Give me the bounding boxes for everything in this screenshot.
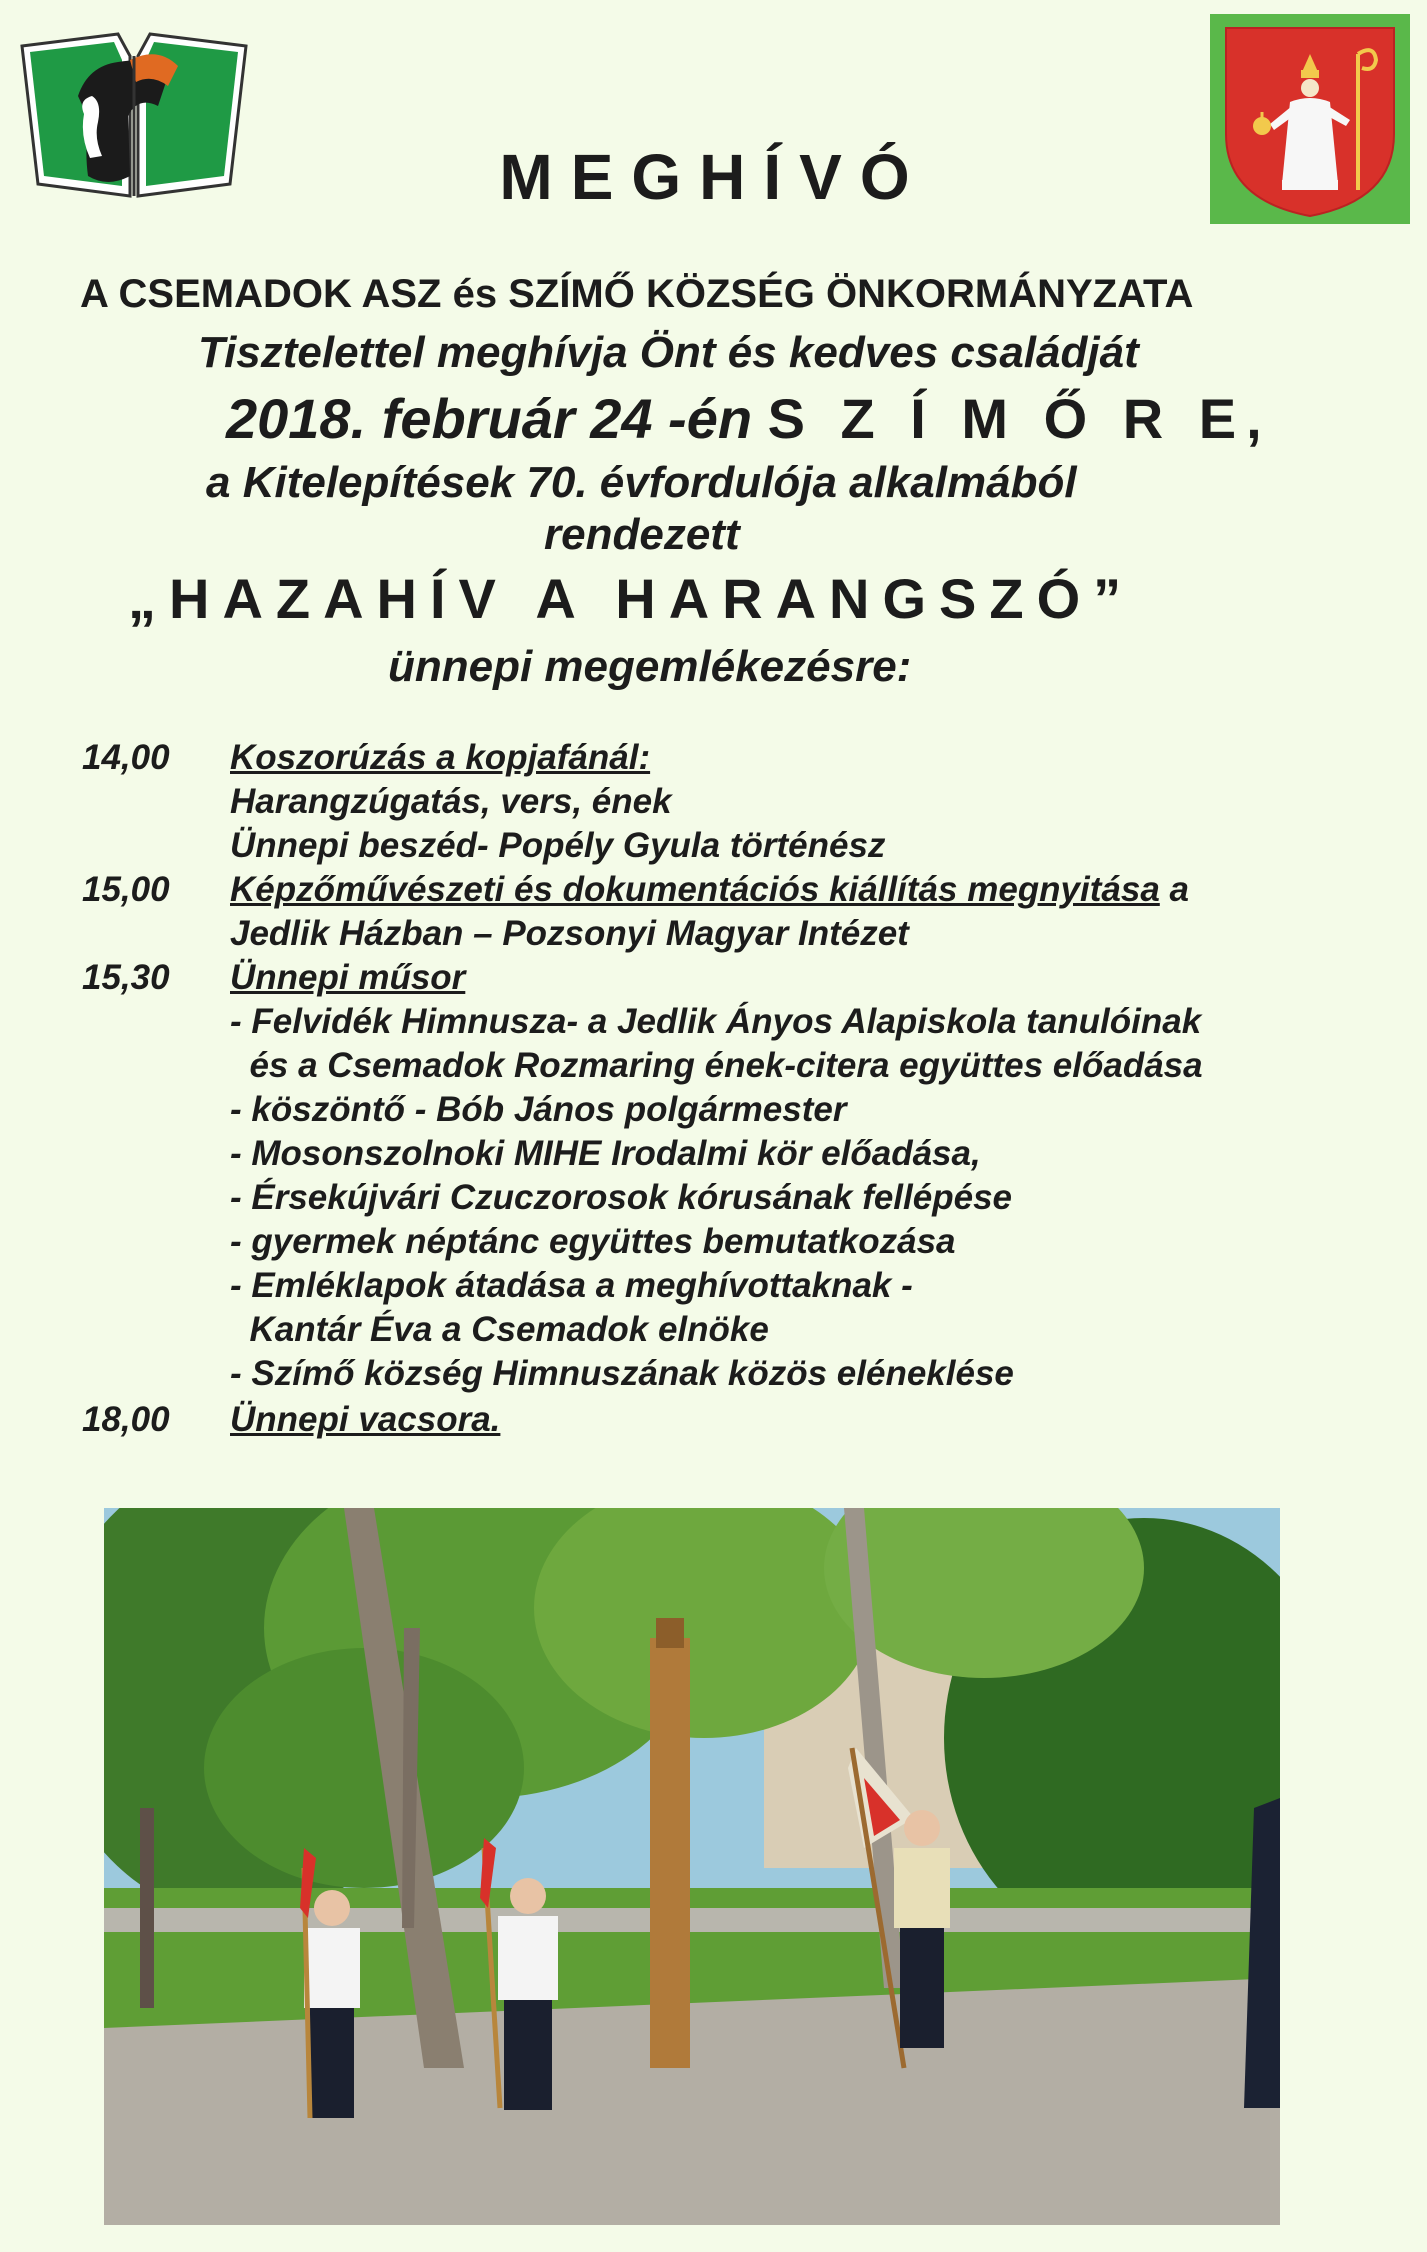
schedule-line: Jedlik Házban – Pozsonyi Magyar Intézet <box>230 914 909 953</box>
date-line <box>226 386 1272 451</box>
schedule-line: - Érsekújvári Czuczorosok kórusának fellépése <box>230 1178 1012 1217</box>
event-type: ünnepi megemlékezésre: <box>388 642 912 691</box>
schedule-line: - Szímő község Himnuszának közös eléneklése <box>230 1354 1014 1393</box>
schedule-line: és a Csemadok Rozmaring ének-citera együttes előadása <box>230 1046 1203 1085</box>
event-place: S Z Í M Ő R E, <box>767 387 1272 450</box>
schedule-time: 15,30 <box>82 958 170 997</box>
organized-line: rendezett <box>544 510 740 559</box>
schedule-line: - Felvidék Himnusza- a Jedlik Ányos Alapiskola tanulóinak <box>230 1002 1202 1041</box>
schedule-line: Harangzúgatás, vers, ének <box>230 782 672 821</box>
event-date: 2018. február 24 -én <box>226 387 753 450</box>
schedule-time: 14,00 <box>82 738 170 777</box>
occasion-line: a Kitelepítések 70. évfordulója alkalmából <box>206 458 1077 507</box>
schedule-title: Koszorúzás a kopjafánál: <box>230 738 651 777</box>
schedule-title: Képzőművészeti és dokumentációs kiállítás megnyitása <box>230 870 1160 909</box>
schedule-title-row <box>230 870 1189 910</box>
schedule-line: Kantár Éva a Csemadok elnöke <box>230 1310 769 1349</box>
schedule-title: Ünnepi műsor <box>230 958 466 997</box>
schedule-line: - Emléklapok átadása a meghívottaknak - <box>230 1266 913 1305</box>
schedule-line: - gyermek néptánc együttes bemutatkozása <box>230 1222 956 1261</box>
organizers-line: A CSEMADOK ASZ és SZÍMŐ KÖZSÉG ÖNKORMÁNYZATA <box>80 272 1194 316</box>
invitation-line: Tisztelettel meghívja Önt és kedves családját <box>198 328 1139 377</box>
ceremony-photo <box>104 1508 1280 2225</box>
schedule-title: Ünnepi vacsora. <box>230 1400 501 1439</box>
schedule-line: - Mosonszolnoki MIHE Irodalmi kör előadása, <box>230 1134 981 1173</box>
schedule-title-suffix: a <box>1159 870 1189 909</box>
schedule-line: Ünnepi beszéd- Popély Gyula történész <box>230 826 886 865</box>
schedule-time: 18,00 <box>82 1400 170 1439</box>
page-title: MEGHÍVÓ <box>499 141 928 213</box>
schedule-time: 15,00 <box>82 870 170 909</box>
event-name: „HAZAHÍV A HARANGSZÓ” <box>128 567 1135 630</box>
schedule-line: - köszöntő - Bób János polgármester <box>230 1090 847 1129</box>
